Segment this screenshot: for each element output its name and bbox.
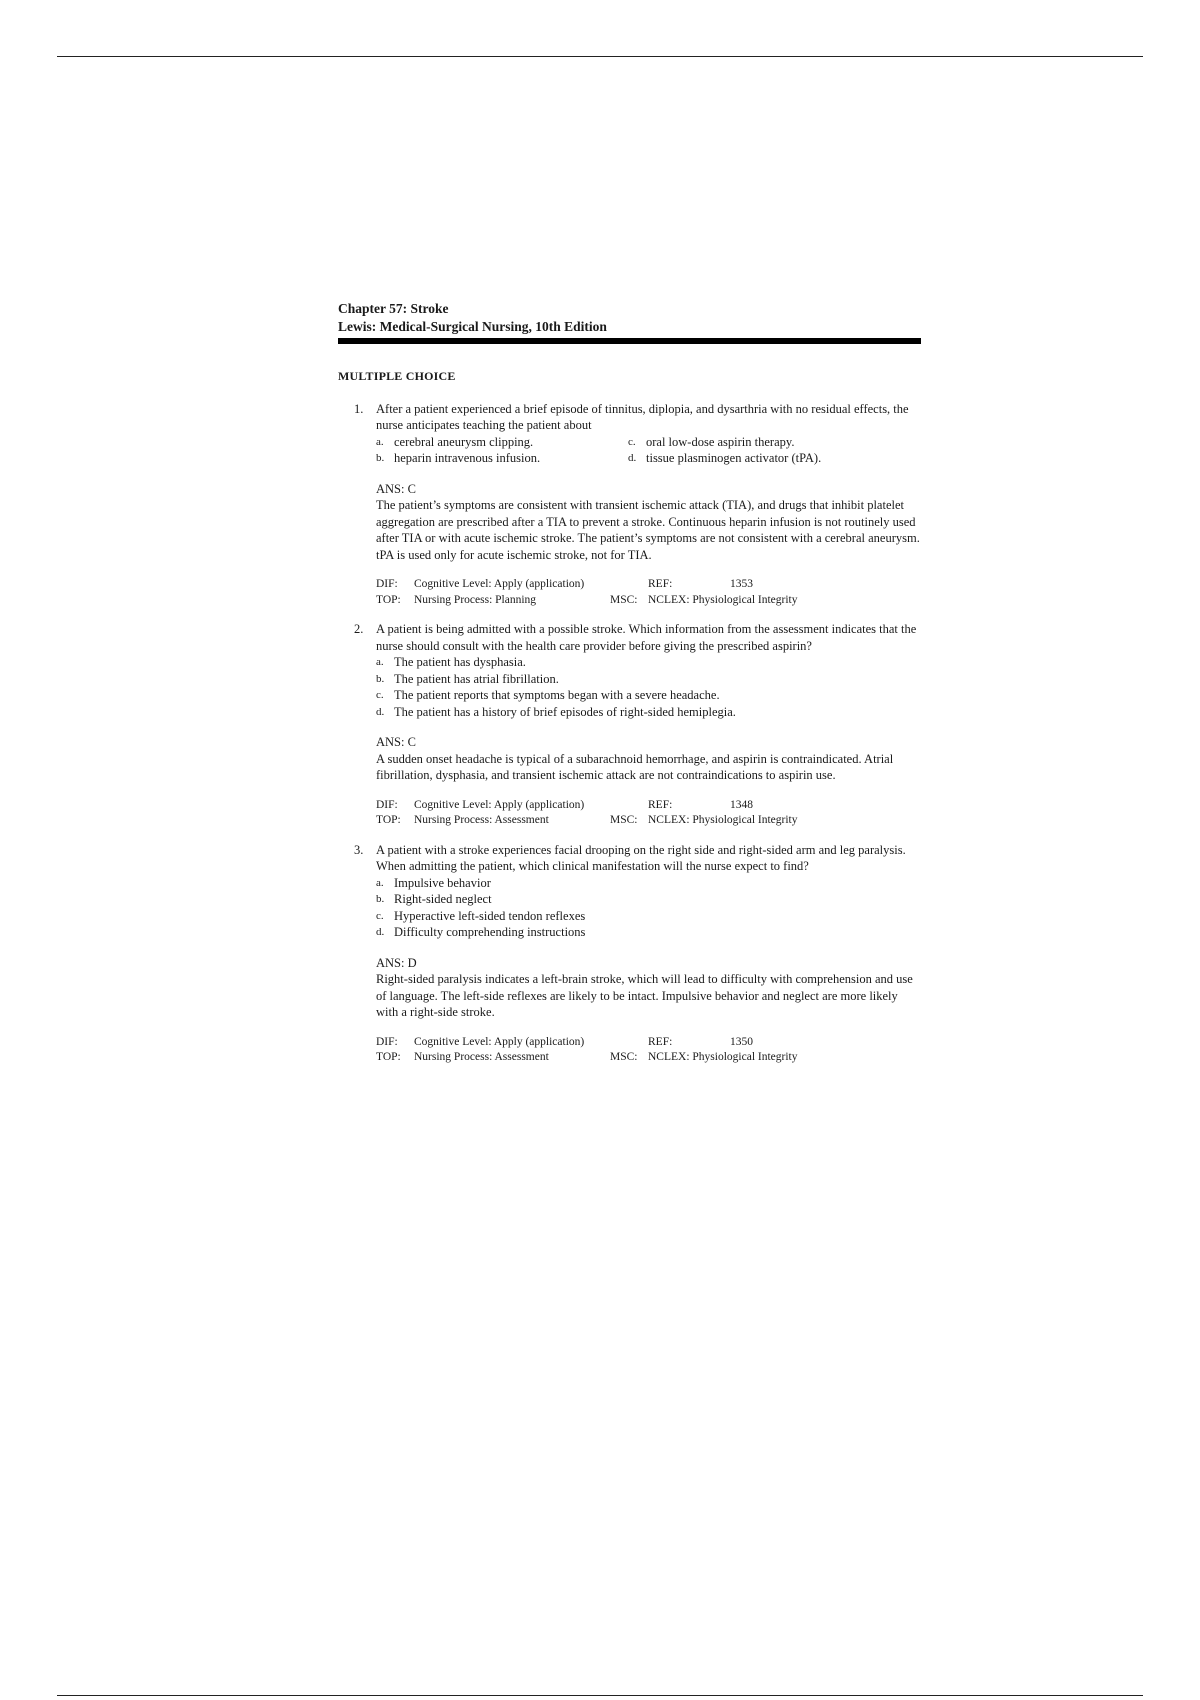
option-text: Hyperactive left-sided tendon reflexes bbox=[394, 908, 586, 923]
option-c bbox=[376, 908, 922, 925]
meta-row-top bbox=[376, 593, 922, 609]
option-a bbox=[376, 654, 922, 671]
msc-value: NCLEX: Physiological Integrity bbox=[648, 593, 798, 606]
option-letter: b. bbox=[376, 893, 385, 905]
msc-label: MSC: bbox=[610, 1051, 638, 1063]
meta-row-dif bbox=[376, 798, 922, 814]
question-number: 2. bbox=[354, 622, 364, 636]
rationale: Right-sided paralysis indicates a left-brain stroke, which will lead to difficulty with comprehension and use of language. The left-side reflexes are likely to be intact. Impulsive behavior and neglect are more likely with a right-side stroke. bbox=[376, 972, 913, 1019]
ref-value: 1350 bbox=[730, 1035, 753, 1048]
option-b bbox=[376, 671, 922, 688]
option-c bbox=[628, 434, 922, 451]
answer-key: ANS: C bbox=[376, 735, 416, 749]
option-b bbox=[376, 891, 922, 908]
option-letter: d. bbox=[628, 452, 637, 464]
question-meta bbox=[376, 798, 922, 829]
question-number: 1. bbox=[354, 401, 364, 416]
answer-block bbox=[376, 481, 922, 564]
option-text: Right-sided neglect bbox=[394, 892, 492, 906]
options-grid bbox=[376, 434, 922, 467]
option-text: The patient has dysphasia. bbox=[394, 655, 526, 669]
book-title: Lewis: Medical-Surgical Nursing, 10th Edition bbox=[338, 319, 607, 334]
document-page bbox=[338, 300, 922, 1079]
answer-block bbox=[376, 955, 922, 1021]
option-text: tissue plasminogen activator (tPA). bbox=[646, 451, 822, 465]
top-divider bbox=[57, 56, 1143, 57]
rationale: A sudden onset headache is typical of a subarachnoid hemorrhage, and aspirin is contraindicated. Atrial fibrillation, dysphasia, and transient ischemic attack are not contraindications to aspirin use. bbox=[376, 751, 894, 782]
top-label: TOP: bbox=[376, 1051, 401, 1063]
option-letter: d. bbox=[376, 705, 385, 718]
dif-label: DIF: bbox=[376, 798, 398, 811]
section-heading: MULTIPLE CHOICE bbox=[338, 369, 456, 383]
options-list bbox=[376, 654, 922, 720]
option-letter: a. bbox=[376, 876, 384, 889]
option-letter: a. bbox=[376, 435, 384, 448]
top-value: Nursing Process: Planning bbox=[414, 593, 537, 606]
ref-label: REF: bbox=[648, 578, 673, 590]
option-a bbox=[376, 434, 628, 451]
option-letter: b. bbox=[376, 452, 385, 464]
msc-value: NCLEX: Physiological Integrity bbox=[648, 814, 798, 826]
question-1 bbox=[338, 401, 922, 609]
question-stem: A patient with a stroke experiences facial drooping on the right side and right-sided arm and leg paralysis. When admitting the patient, which clinical manifestation will the nurse expect to find? bbox=[376, 842, 906, 873]
question-meta bbox=[376, 1035, 922, 1066]
chapter-title: Chapter 57: Stroke bbox=[338, 301, 449, 316]
meta-row-top bbox=[376, 813, 922, 829]
option-letter: c. bbox=[376, 689, 384, 701]
answer-key: ANS: C bbox=[376, 481, 416, 496]
option-letter: c. bbox=[376, 909, 384, 922]
option-text: Impulsive behavior bbox=[394, 875, 491, 890]
meta-row-dif bbox=[376, 577, 922, 593]
ref-label: REF: bbox=[648, 798, 673, 811]
option-d bbox=[376, 704, 922, 721]
msc-label: MSC: bbox=[610, 814, 638, 826]
option-text: The patient reports that symptoms began with a severe headache. bbox=[394, 688, 720, 702]
option-text: The patient has atrial fibrillation. bbox=[394, 671, 559, 686]
msc-label: MSC: bbox=[610, 593, 638, 606]
bottom-divider bbox=[57, 1695, 1143, 1696]
option-text: Difficulty comprehending instructions bbox=[394, 925, 586, 939]
option-letter: b. bbox=[376, 672, 385, 685]
ref-value: 1348 bbox=[730, 798, 753, 811]
top-label: TOP: bbox=[376, 593, 401, 606]
answer-block bbox=[376, 734, 922, 784]
answer-key: ANS: D bbox=[376, 955, 417, 970]
option-d bbox=[376, 924, 922, 941]
dif-value: Cognitive Level: Apply (application) bbox=[414, 578, 585, 590]
question-2 bbox=[338, 621, 922, 829]
top-label: TOP: bbox=[376, 814, 401, 826]
option-letter: a. bbox=[376, 656, 384, 668]
ref-label: REF: bbox=[648, 1035, 673, 1048]
question-stem: A patient is being admitted with a possible stroke. Which information from the assessment indicates that the nurse should consult with the health care provider before giving the prescribed aspirin? bbox=[376, 622, 917, 653]
meta-row-dif bbox=[376, 1035, 922, 1051]
option-text: heparin intravenous infusion. bbox=[394, 451, 541, 465]
option-b bbox=[376, 450, 628, 467]
question-stem: After a patient experienced a brief episode of tinnitus, diplopia, and dysarthria with no residual effects, the nurse anticipates teaching the patient about bbox=[376, 401, 909, 432]
msc-value: NCLEX: Physiological Integrity bbox=[648, 1051, 798, 1063]
question-3 bbox=[338, 842, 922, 1066]
top-value: Nursing Process: Assessment bbox=[414, 814, 549, 826]
ref-value: 1353 bbox=[730, 578, 753, 590]
option-d bbox=[628, 450, 922, 467]
dif-label: DIF: bbox=[376, 578, 398, 590]
dif-value: Cognitive Level: Apply (application) bbox=[414, 798, 585, 811]
option-text: cerebral aneurysm clipping. bbox=[394, 434, 534, 449]
option-c bbox=[376, 687, 922, 704]
question-number: 3. bbox=[354, 842, 364, 857]
dif-value: Cognitive Level: Apply (application) bbox=[414, 1035, 585, 1048]
options-list bbox=[376, 875, 922, 941]
dif-label: DIF: bbox=[376, 1035, 398, 1048]
option-text: The patient has a history of brief episodes of right-sided hemiplegia. bbox=[394, 704, 736, 719]
option-a bbox=[376, 875, 922, 892]
option-letter: c. bbox=[628, 435, 636, 448]
option-text: oral low-dose aspirin therapy. bbox=[646, 434, 795, 449]
title-rule bbox=[338, 338, 921, 344]
rationale: The patient’s symptoms are consistent with transient ischemic attack (TIA), and drugs that inhibit platelet aggregation are prescribed after a TIA to prevent a stroke. Continuous heparin infusion is not routinely used after TIA or with acute ischemic stroke. The patient’s symptoms are not consistent with a cerebral aneurysm. tPA is used only for acute ischemic stroke, not for TIA. bbox=[376, 498, 920, 562]
option-letter: d. bbox=[376, 926, 385, 938]
question-meta bbox=[376, 577, 922, 608]
meta-row-top bbox=[376, 1050, 922, 1066]
top-value: Nursing Process: Assessment bbox=[414, 1051, 549, 1063]
